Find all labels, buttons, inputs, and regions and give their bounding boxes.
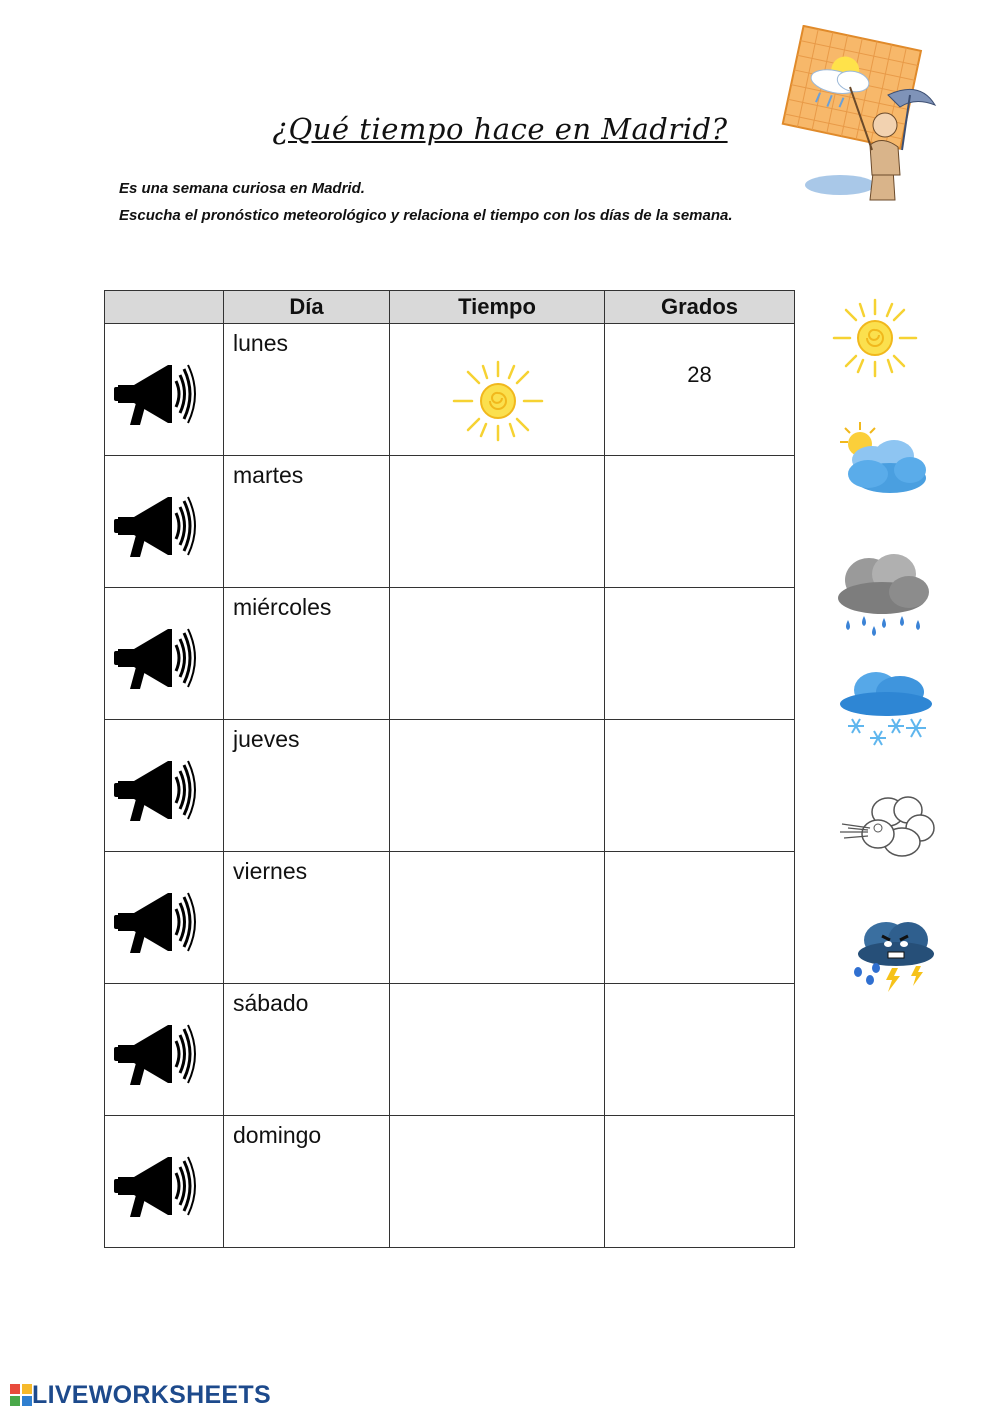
liveworksheets-logo-icon	[10, 1384, 32, 1406]
dia-cell	[224, 1116, 390, 1248]
rain-cloud-icon[interactable]	[834, 546, 932, 640]
speaker-icon[interactable]	[112, 491, 198, 561]
grados-value	[605, 1116, 794, 1154]
dia-cell	[224, 456, 390, 588]
day-label: domingo	[233, 1122, 322, 1148]
dia-cell	[224, 720, 390, 852]
table-row	[105, 588, 795, 720]
speaker-cell	[105, 588, 224, 720]
grados-value	[605, 588, 794, 626]
speaker-icon[interactable]	[112, 359, 198, 429]
grados-cell[interactable]	[605, 984, 795, 1116]
day-label: jueves	[233, 726, 300, 752]
grados-cell[interactable]	[605, 720, 795, 852]
day-label: lunes	[233, 330, 288, 356]
weather-table	[104, 290, 795, 1248]
brand-logo[interactable]	[10, 1381, 271, 1409]
header-grados: Grados	[605, 291, 795, 324]
dia-cell	[224, 984, 390, 1116]
grados-value	[605, 852, 794, 890]
speaker-cell	[105, 852, 224, 984]
sun-icon	[452, 360, 544, 442]
dia-cell	[224, 588, 390, 720]
table-row	[105, 720, 795, 852]
table-row	[105, 324, 795, 456]
grados-cell[interactable]	[605, 852, 795, 984]
grados-value	[605, 456, 794, 494]
grados-cell[interactable]	[605, 588, 795, 720]
brand-name: LIVEWORKSHEETS	[32, 1380, 271, 1409]
table-row	[105, 984, 795, 1116]
instruction-line-2: Escucha el pronóstico meteorológico y relaciona el tiempo con los días de la semana.	[119, 207, 733, 224]
table-header-row	[105, 291, 795, 324]
grados-value	[605, 720, 794, 758]
speaker-icon[interactable]	[112, 623, 198, 693]
table-row	[105, 456, 795, 588]
tiempo-cell[interactable]	[390, 588, 605, 720]
speaker-cell	[105, 984, 224, 1116]
wind-icon[interactable]	[838, 790, 936, 862]
grados-value	[605, 984, 794, 1022]
tiempo-cell[interactable]	[390, 324, 605, 456]
speaker-icon[interactable]	[112, 1019, 198, 1089]
grados-value: 28	[687, 362, 712, 387]
grados-cell[interactable]	[605, 456, 795, 588]
day-label: viernes	[233, 858, 308, 884]
day-label: martes	[233, 462, 304, 488]
speaker-cell	[105, 456, 224, 588]
table-row	[105, 852, 795, 984]
header-dia: Día	[224, 291, 390, 324]
tiempo-cell[interactable]	[390, 984, 605, 1116]
tiempo-cell[interactable]	[390, 720, 605, 852]
grados-cell[interactable]	[605, 324, 795, 456]
header-blank	[105, 291, 224, 324]
speaker-icon[interactable]	[112, 1151, 198, 1221]
tiempo-cell[interactable]	[390, 852, 605, 984]
speaker-icon[interactable]	[112, 755, 198, 825]
dia-cell	[224, 324, 390, 456]
grados-cell[interactable]	[605, 1116, 795, 1248]
storm-icon[interactable]	[848, 914, 936, 996]
day-label: sábado	[233, 990, 309, 1016]
speaker-icon[interactable]	[112, 887, 198, 957]
table-row	[105, 1116, 795, 1248]
header-tiempo: Tiempo	[390, 291, 605, 324]
sun-icon[interactable]	[830, 296, 920, 380]
snow-cloud-icon[interactable]	[836, 668, 934, 756]
weather-forecaster-illustration	[770, 25, 940, 210]
tiempo-cell[interactable]	[390, 456, 605, 588]
speaker-cell	[105, 720, 224, 852]
partly-cloudy-icon[interactable]	[832, 420, 928, 500]
speaker-cell	[105, 324, 224, 456]
tiempo-cell[interactable]	[390, 1116, 605, 1248]
worksheet-title: ¿Qué tiempo hace en Madrid?	[272, 112, 728, 146]
day-label: miércoles	[233, 594, 332, 620]
dia-cell	[224, 852, 390, 984]
speaker-cell	[105, 1116, 224, 1248]
instruction-line-1: Es una semana curiosa en Madrid.	[119, 180, 365, 197]
